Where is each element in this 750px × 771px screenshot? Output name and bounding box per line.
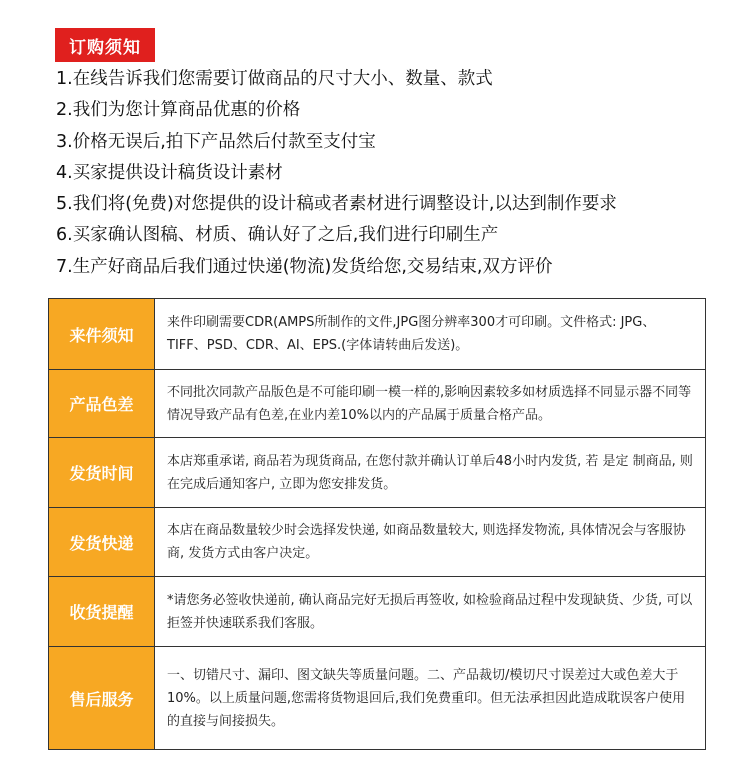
row-content: [155, 508, 705, 576]
order-step: 4.买家提供设计稿货设计素材: [56, 162, 283, 183]
row-label: 收货提醒: [49, 577, 155, 646]
table-row-receipt-reminder: [49, 576, 705, 646]
row-content: [155, 577, 705, 646]
row-text: 来件印刷需要CDR(AMPS所制作的文件,JPG图分辨率300才可印刷。文件格式: JPG、TIFF、PSD、CDR、AI、EPS.(字体请转曲后发送)。: [167, 315, 656, 353]
order-notice-badge: [55, 28, 155, 62]
notice-table: [48, 298, 706, 750]
row-content: [155, 370, 705, 437]
row-label: 来件须知: [49, 299, 155, 369]
row-label: 售后服务: [49, 647, 155, 749]
order-step: 6.买家确认图稿、材质、确认好了之后,我们进行印刷生产: [56, 225, 499, 246]
table-row-after-sales: [49, 646, 705, 749]
table-row-color-difference: [49, 369, 705, 437]
order-notice-title: 订购须知: [69, 37, 141, 58]
row-text: 本店在商品数量较少时会选择发快递, 如商品数量较大, 则选择发物流, 具体情况会与客服协商, 发货方式由客户决定。: [167, 523, 686, 561]
row-content: [155, 438, 705, 507]
order-step: 5.我们将(免费)对您提供的设计稿或者素材进行调整设计,以达到制作要求: [56, 194, 617, 215]
table-row-file-submission: [49, 299, 705, 369]
row-label: 产品色差: [49, 370, 155, 437]
order-step: 2.我们为您计算商品优惠的价格: [56, 100, 301, 121]
order-step: 3.价格无误后,拍下产品然后付款至支付宝: [56, 131, 376, 152]
row-label: 发货快递: [49, 508, 155, 576]
order-step: 7.生产好商品后我们通过快递(物流)发货给您,交易结束,双方评价: [56, 256, 553, 277]
row-text: 不同批次同款产品版色是不可能印刷一模一样的,影响因素较多如材质选择不同显示器不同等情况导致产品有色差,在业内差10%以内的产品属于质量合格产品。: [167, 384, 692, 423]
order-steps-list: [56, 64, 746, 283]
table-row-shipping-time: [49, 437, 705, 507]
row-content: [155, 299, 705, 369]
row-content: [155, 647, 705, 749]
order-step: 1.在线告诉我们您需要订做商品的尺寸大小、数量、款式: [56, 69, 493, 89]
row-text: 一、切错尺寸、漏印、图文缺失等质量问题。二、产品裁切/模切尺寸误差过大或色差大于10%。以上质量问题,您需将货物退回后,我们免费重印。但无法承担因此造成耽误客户使用的直接与间接损失。: [167, 667, 686, 729]
row-text: 本店郑重承诺, 商品若为现货商品, 在您付款并确认订单后48小时内发货, 若 是定 制商品, 则在完成后通知客户, 立即为您安排发货。: [167, 453, 693, 492]
table-row-shipping-courier: [49, 507, 705, 576]
row-text: *请您务必签收快递前, 确认商品完好无损后再签收, 如检验商品过程中发现缺货、少货, 可以拒签并快速联系我们客服。: [167, 592, 693, 631]
row-label: 发货时间: [49, 438, 155, 507]
